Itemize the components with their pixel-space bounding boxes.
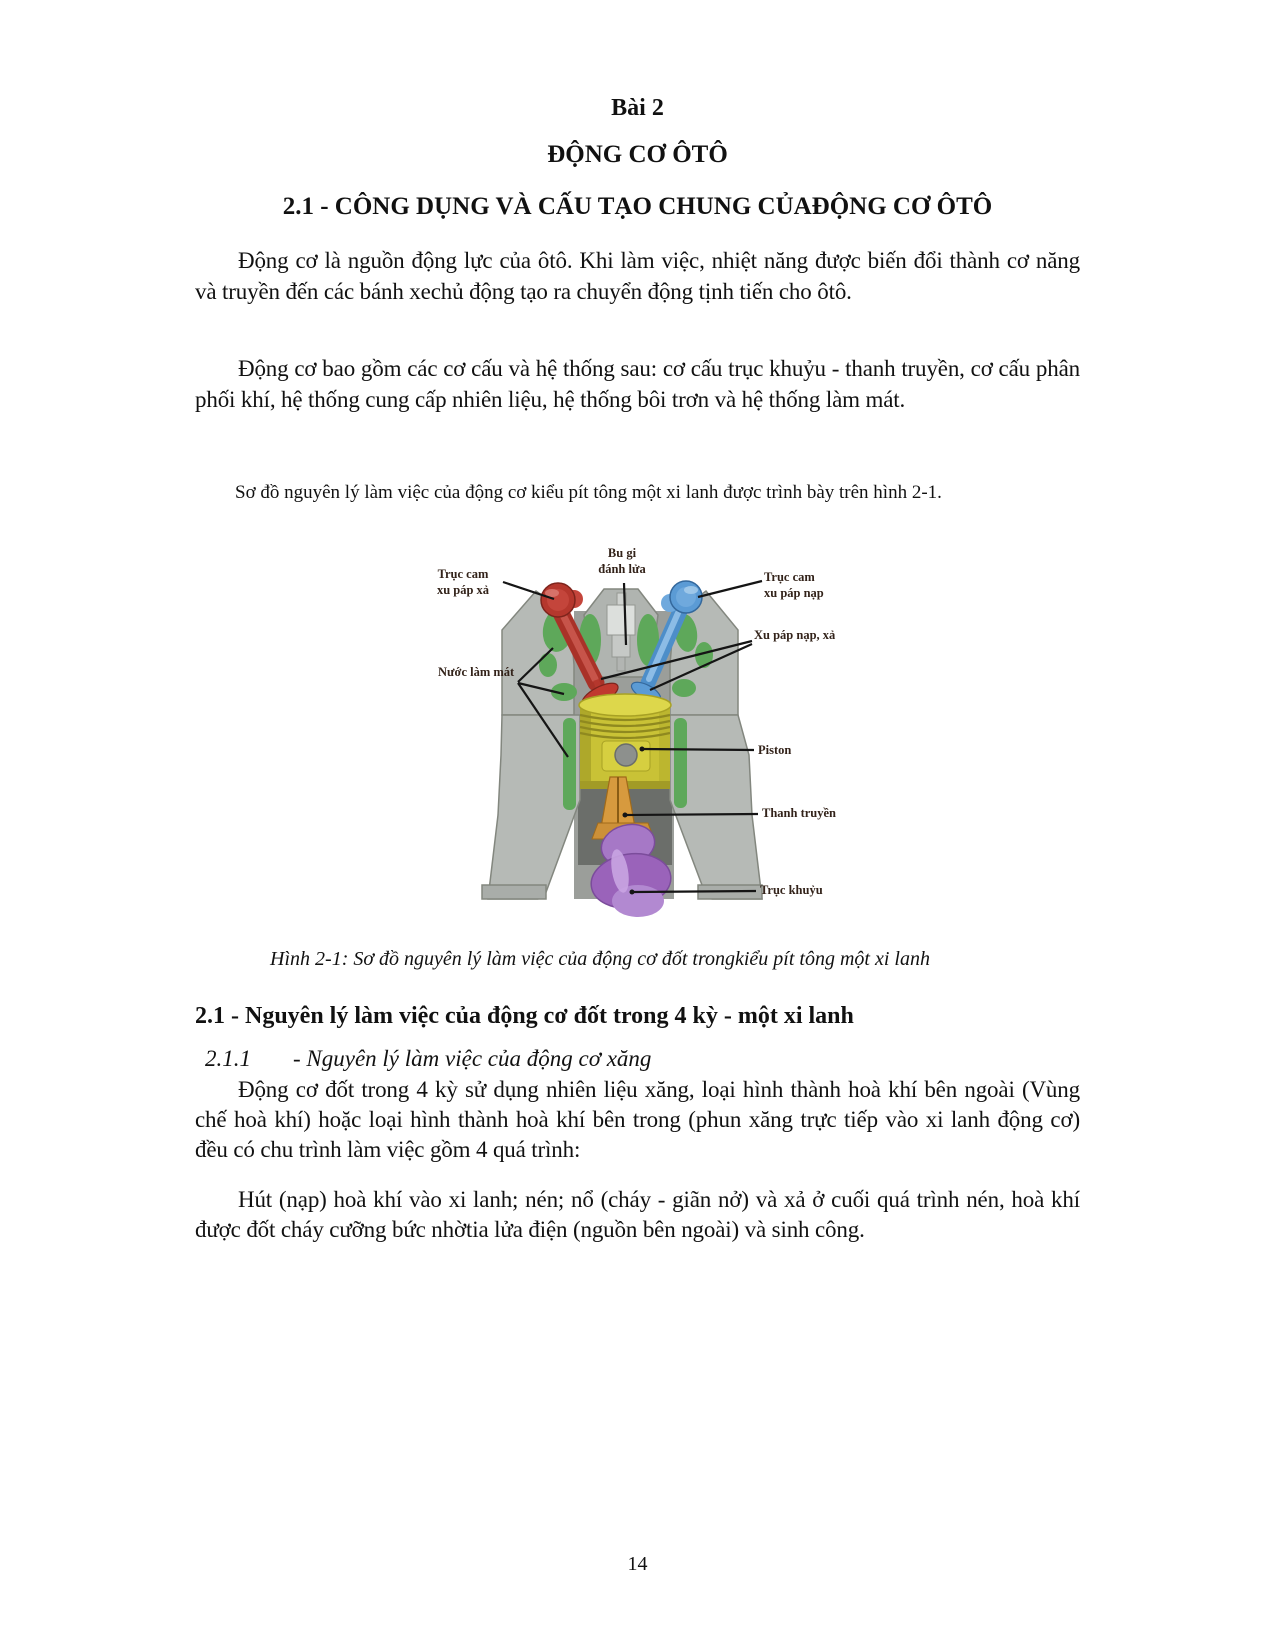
label-intake-camshaft (764, 569, 824, 602)
paragraph-figure-intro: Sơ đồ nguyên lý làm việc của động cơ kiểu pít tông một xi lanh được trình bày trên hình 2-1. (235, 482, 942, 503)
subsection-title: - Nguyên lý làm việc của động cơ xăng (293, 1046, 652, 1071)
paragraph-engine-systems: Động cơ bao gồm các cơ cấu và hệ thống sau: cơ cấu trục khuỷu - thanh truyền, cơ cấu phân phối khí, hệ thống cung cấp nhiên liệu, hệ thống bôi trơn và hệ thống làm mát. (195, 356, 1080, 412)
page-number: 14 (627, 1553, 648, 1575)
section-2-heading: 2.1 - Nguyên lý làm việc của động cơ đốt trong 4 kỳ - một xi lanh (195, 1003, 854, 1029)
lesson-heading: Bài 2 (611, 95, 664, 121)
label-intake-camshaft-line2: xu páp nạp (764, 586, 824, 601)
label-spark-plug-line1: Bu gi (607, 546, 637, 560)
engine-diagram-figure (398, 515, 858, 920)
paragraph-cycle-processes: Hút (nạp) hoà khí vào xi lanh; nén; nổ (cháy - giãn nở) và xả ở cuối quá trình nén, hoà khí được đốt cháy cưỡng bức nhờtia lửa điện (nguồn bên ngoài) và sinh công. (195, 1187, 1080, 1242)
figure-caption: Hình 2-1: Sơ đồ nguyên lý làm việc của động cơ đốt trongkiểu pít tông một xi lanh (270, 948, 930, 970)
section-1-heading: 2.1 - CÔNG DỤNG VÀ CẤU TẠO CHUNG CỦAĐỘNG CƠ ÔTÔ (282, 193, 993, 220)
paragraph-gasoline-engine: Động cơ đốt trong 4 kỳ sử dụng nhiên liệu xăng, loại hình thành hoà khí bên ngoài (Vùng chế hoà khí) hoặc loại hình thành hoà khí bên trong (phun xăng trực tiếp vào xi lanh động cơ) đều có chu trình làm việc gồm 4 quá trình: (195, 1077, 1080, 1162)
label-exhaust-camshaft (426, 566, 500, 599)
label-crankshaft: Trục khuỷu (760, 883, 823, 897)
label-piston: Piston (758, 743, 792, 757)
chapter-title: ĐỘNG CƠ ÔTÔ (547, 141, 728, 168)
subsection-heading (205, 1046, 1085, 1072)
label-spark-plug-line2: đánh lửa (598, 562, 646, 577)
piston (579, 694, 671, 789)
label-valves: Xu páp nạp, xả (754, 628, 836, 642)
label-exhaust-camshaft-line2: xu páp xả (436, 583, 490, 598)
label-exhaust-camshaft-line1: Trục cam (437, 567, 489, 581)
subsection-number: 2.1.1 (205, 1046, 251, 1071)
label-coolant: Nước làm mát (438, 665, 515, 679)
label-spark-plug (577, 545, 667, 578)
label-intake-camshaft-line1: Trục cam (764, 570, 815, 584)
paragraph-engine-purpose: Động cơ là nguồn động lực của ôtô. Khi làm việc, nhiệt năng được biến đổi thành cơ năng và truyền đến các bánh xechủ động tạo ra chuyển động tịnh tiến cho ôtô. (195, 248, 1080, 304)
label-connecting-rod: Thanh truyền (762, 806, 836, 820)
